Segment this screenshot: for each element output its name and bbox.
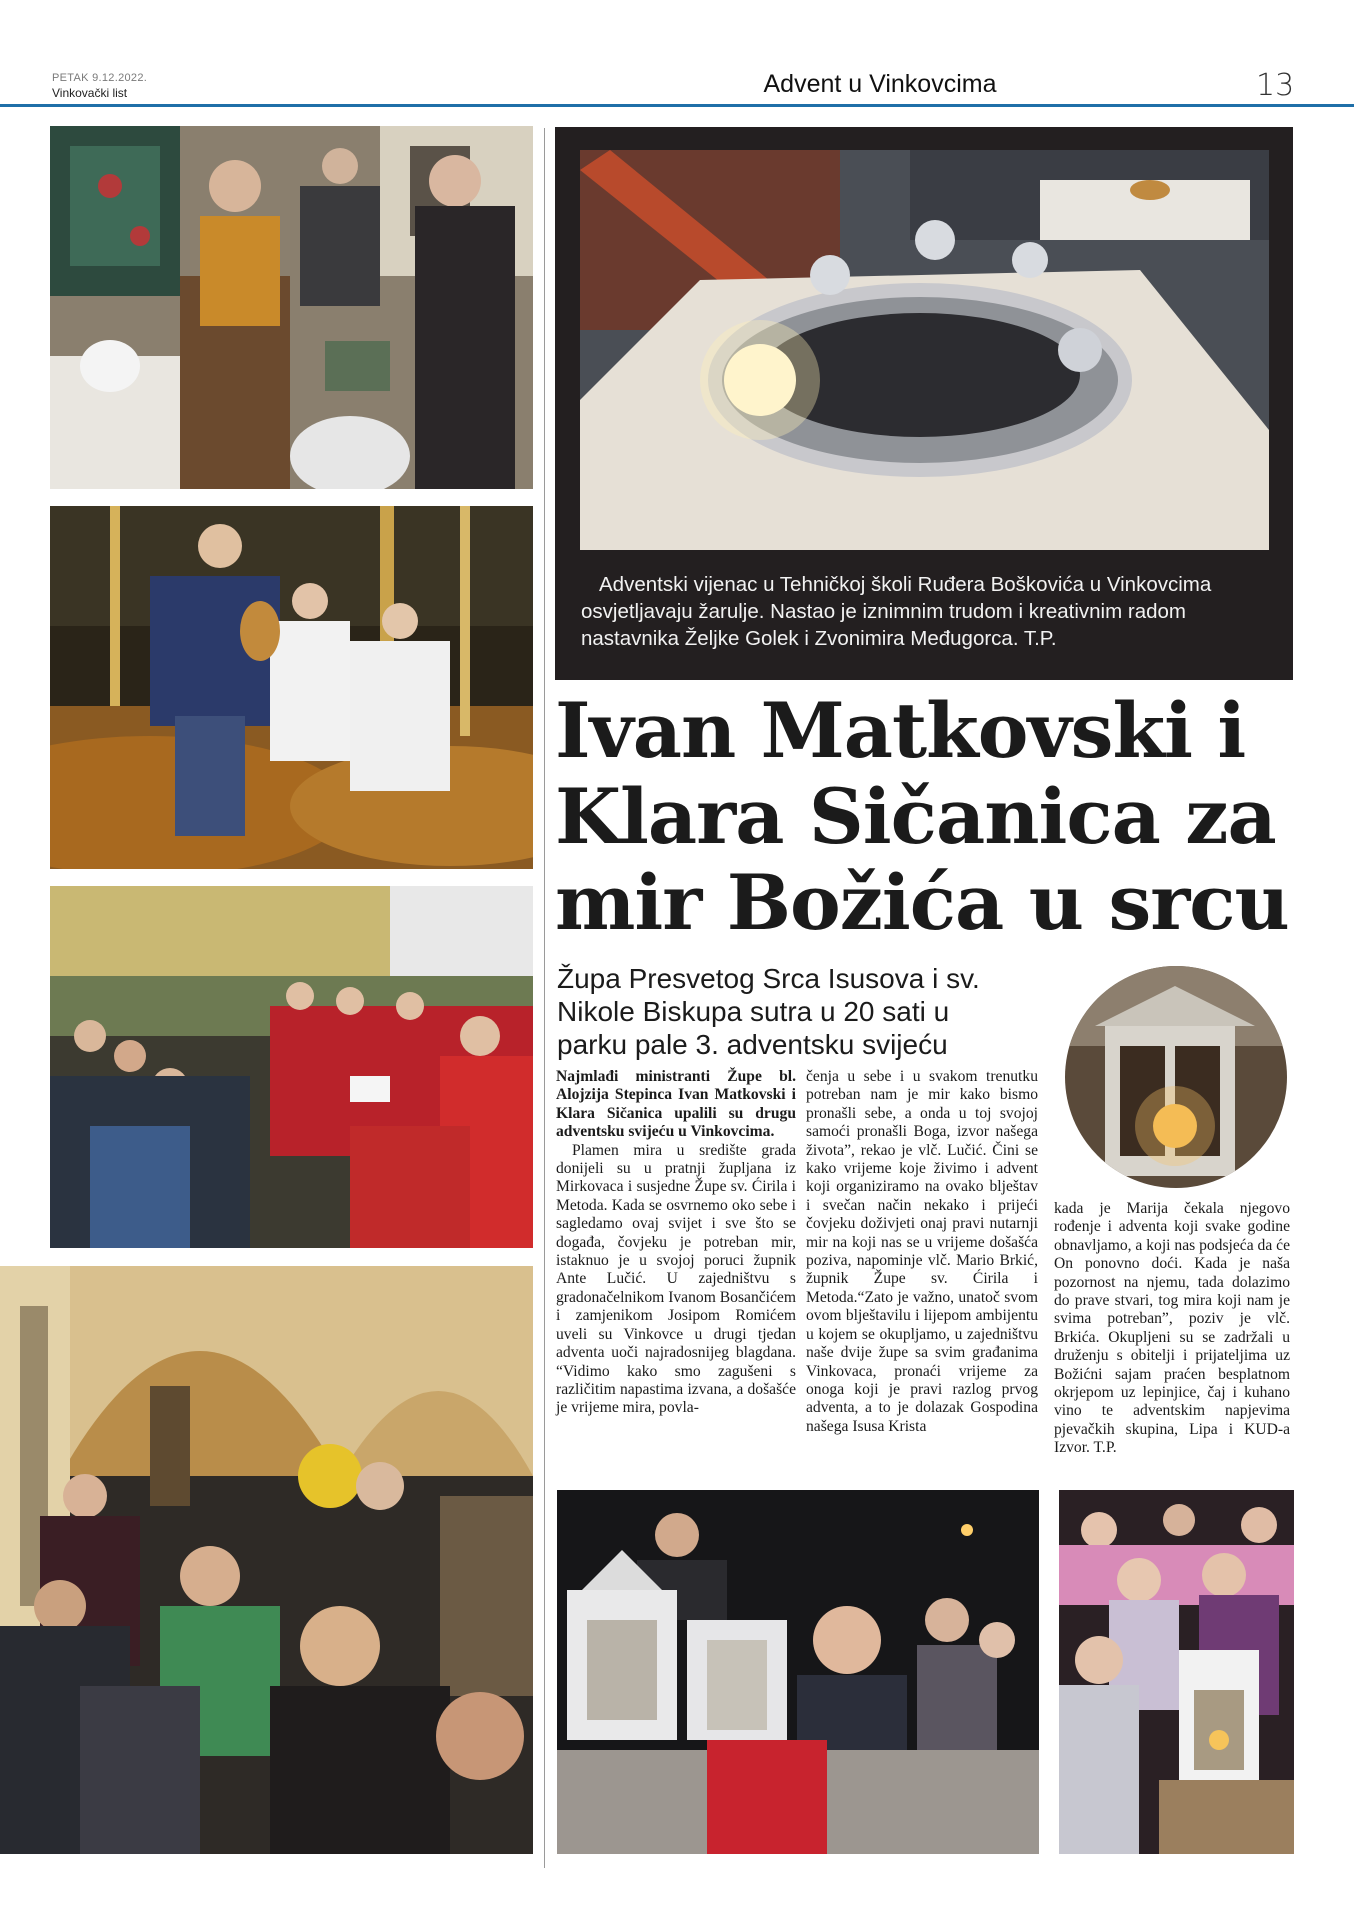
photo-singers-santa-hats [50,886,533,1248]
section-title: Advent u Vinkovcima [763,70,997,98]
photo-girls-lantern [1059,1490,1294,1854]
article-paragraph: Plamen mira u središte grada donijeli su u pratnji župljana iz Mirkovaca i susjedne Župe sv. Ćirila i Metoda. Kada se osvrnemo oko sebe i sagledamo ovaj svijet i sve što se događa, čovjeku je potreban mir, istaknuo je u svojoj poruci župnik Ante Lučić. U zajedništvu s gradonačelnikom Ivanom Bosančićem i zamjenikom Josipom Romićem uveli su Vinkovce u drugi tjedan adventa uoči najradosnijeg blagdana. “Vidimo kako smo zagušeni s različitim napastima izvana, a došašće je vrijeme mira, povla- [556,1141,796,1417]
article-column-3 [1054,1200,1290,1458]
photo-boy-lighting-candle [557,1490,1039,1854]
article-column-2 [806,1068,1038,1436]
article-paragraph: čenja u sebe i u svakom trenutku potreban nam je mir kako bismo pronašli sebe, a onda u toj svojoj samoći pronašli Boga, izvor našega života”, rekao je vlč. Lučić. Čini se kako vrijeme koje živimo i advent koji organiziramo na ovako blještav i svečan način nekako i prijeći čovjeku doživjeti onaj pravi nutarnji mir na koji nas se u vrijeme došašća poziva, napominje vlč. Mario Brkić, župnik Župe sv. Ćirila i Metoda.“Zato je važno, unatoč svom ovom blještavilu i lijepom ambijentu u kojem se okupljamo, u zajedništvu naše dvije župe sa svim građanima Vinkovaca, pronaći vrijeme za onoga koji je pravi razlog prvog adventa, a to je dolazak Gospodina našega Isusa Krista [806,1068,1038,1435]
newspaper-name: Vinkovački list [52,86,128,100]
article-subheadline: Župa Presvetog Srca Isusova i sv. Nikole Biskupa sutra u 20 sati u parku pale 3. adventsku svijeću [557,963,980,1060]
header-rule [0,104,1354,107]
caption-text: Adventski vijenac u Tehničkoj školi Ruđera Boškovića u Vinkovcima osvjetljavaju žarulje. Nastao je iznimnim trudom i kreativnim radom nastavnika Željke Golek i Zvonimira Međugorca. T.P. [581,573,1212,650]
article-paragraph: kada je Marija čekala njegovo rođenje i adventa koji svake godine obnavljamo, a koji nas podsjeća da će On ponovno doći. Kada je naša pozornost na njemu, tada dolazimo do prave stvari, tog mira koji nam je svima potreban”, poziv je vlč. Brkića. Okupljeni su se zadržali u druženju s obitelji i prijateljima uz Božićni sajam praćen besplatnom okrjepom uz lepinjice, čaj i kuhano vino te adventskim napjevima pjevačkih skupina, Lipa i KUD-a Izvor. T.P. [1054,1200,1290,1457]
photo-children-park [50,506,533,869]
issue-date: PETAK 9.12.2022. [52,72,148,84]
page-number: 13 [1256,68,1295,103]
column-divider [544,128,545,1868]
photo-advent-wreath-bulbs [580,150,1269,550]
photo-children-arcade [0,1266,533,1854]
photo-folk-readers [50,126,533,489]
caption-box [555,127,1293,680]
article-headline: Ivan Matkovski i Klara Sičanica za mir Božića u srcu [555,686,1289,947]
photo-lantern-circle [1065,966,1287,1188]
article-column-1 [556,1068,796,1418]
article-lead: Najmlađi ministranti Župe bl. Alojzija Stepinca Ivan Matkovski i Klara Sičanica upalili su drugu adventsku svijeću u Vinkovcima. [556,1068,796,1141]
